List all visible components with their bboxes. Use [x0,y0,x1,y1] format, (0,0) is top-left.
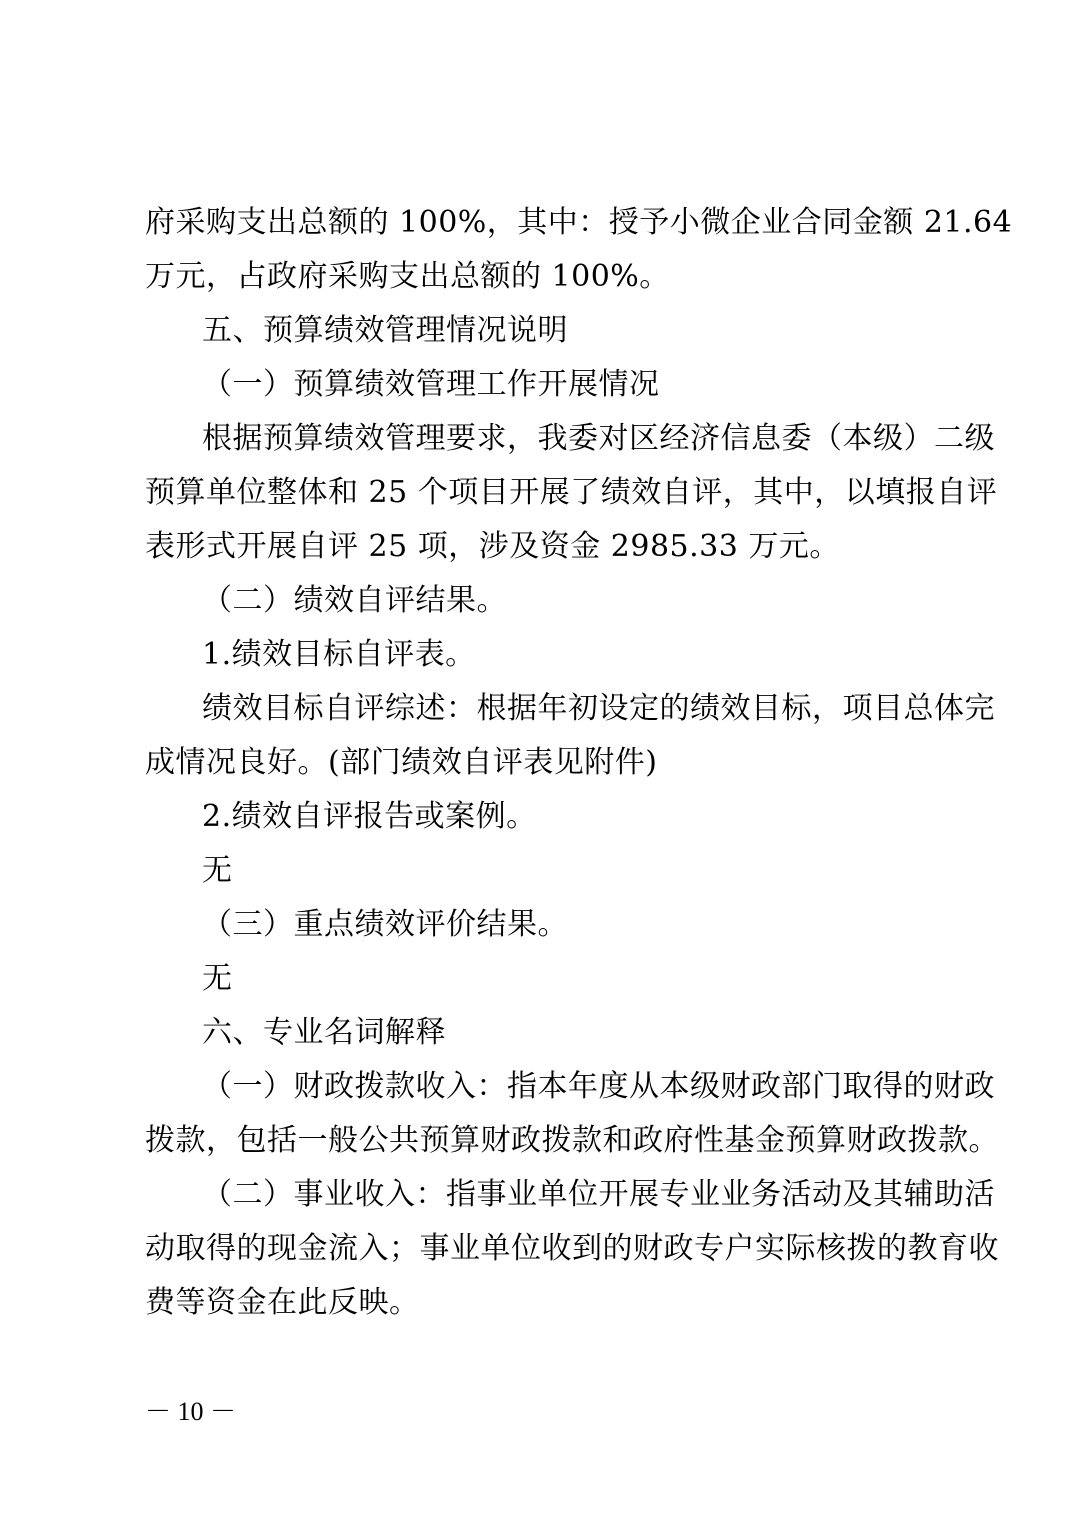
text-line: （二）事业收入：指事业单位开展专业业务活动及其辅助活 [202,1177,995,1212]
subsection-heading: （一）预算绩效管理工作开展情况 [202,367,660,402]
subsection-heading: （三）重点绩效评价结果。 [202,907,568,942]
text-line: 万元，占政府采购支出总额的 100%。 [145,259,670,294]
section-heading: 六、专业名词解释 [202,1015,446,1050]
text-line: 府采购支出总额的 100%，其中：授予小微企业合同金额 21.64 [145,205,1013,240]
text-line: 预算单位整体和 25 个项目开展了绩效自评，其中，以填报自评 [145,475,998,510]
text-line: 绩效目标自评综述：根据年初设定的绩效目标，项目总体完 [202,691,995,726]
text-line: 表形式开展自评 25 项，涉及资金 2985.33 万元。 [145,529,840,564]
text-line: 无 [202,853,233,888]
text-line: 拨款，包括一般公共预算财政拨款和政府性基金预算财政拨款。 [145,1123,999,1158]
text-line: 动取得的现金流入；事业单位收到的财政专户实际核拨的教育收 [145,1231,999,1266]
text-line: （一）财政拨款收入：指本年度从本级财政部门取得的财政 [202,1069,995,1104]
text-line: 根据预算绩效管理要求，我委对区经济信息委（本级）二级 [202,421,995,456]
text-line: 费等资金在此反映。 [145,1285,420,1320]
page-number: － 10 － [145,1397,237,1426]
text-line: 成情况良好。(部门绩效自评表见附件) [145,745,658,780]
item-heading: 1.绩效目标自评表。 [202,637,476,672]
text-line: 无 [202,961,233,996]
item-heading: 2.绩效自评报告或案例。 [202,799,537,834]
subsection-heading: （二）绩效自评结果。 [202,583,507,618]
section-heading: 五、预算绩效管理情况说明 [202,313,568,348]
